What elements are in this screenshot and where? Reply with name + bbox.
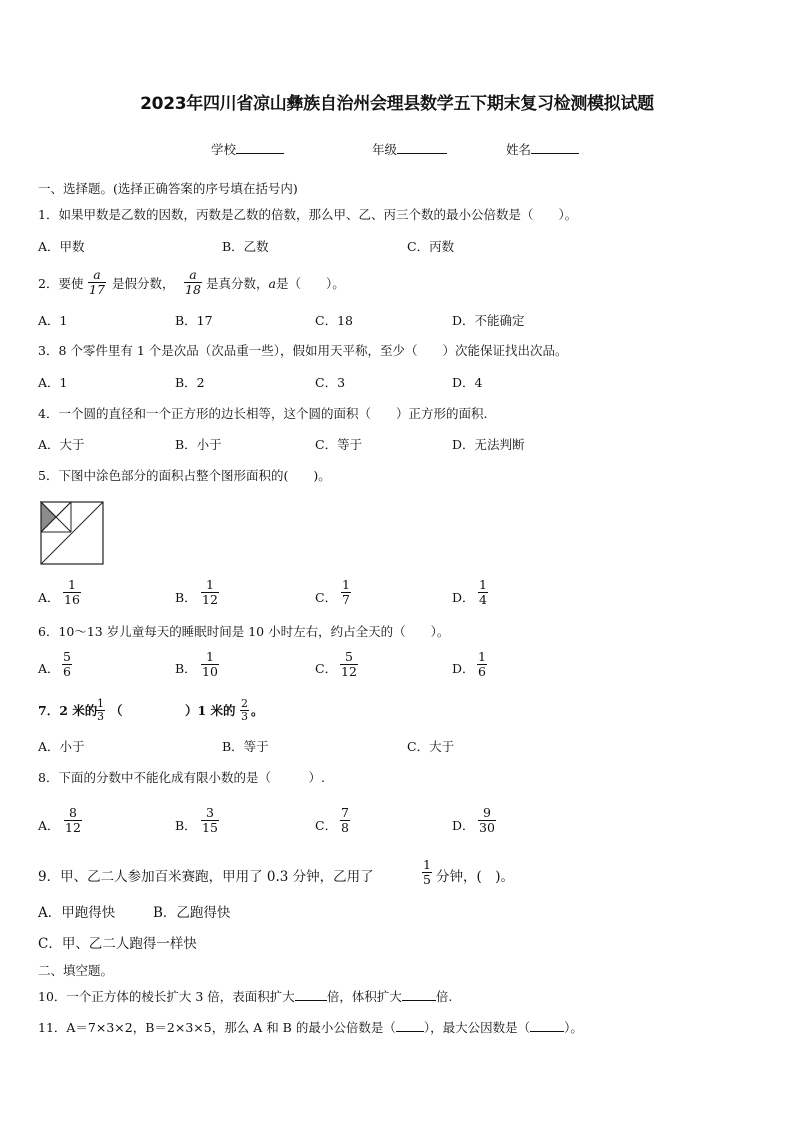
- q5-option-b-fraction[interactable]: [201, 578, 219, 607]
- q4-option-b[interactable]: B．小于: [175, 437, 222, 452]
- q8-option-c-fraction[interactable]: [340, 806, 350, 835]
- q7-option-b[interactable]: B．等于: [222, 739, 269, 754]
- q2-option-d[interactable]: D．不能确定: [452, 313, 525, 328]
- q10-text-3: 倍.: [435, 989, 453, 1004]
- q7-f1-numerator: 1: [97, 697, 104, 710]
- q5-c-numerator: 1: [342, 577, 350, 592]
- q9-option-c[interactable]: C．甲、乙二人跑得一样快: [38, 936, 197, 952]
- q5-option-c-fraction[interactable]: [341, 578, 351, 607]
- q6-d-denominator: 6: [478, 664, 486, 679]
- q10-text-2: 倍，体积扩大: [326, 989, 402, 1004]
- q11-text-2: ），最大公因数是（: [423, 1020, 531, 1035]
- q2-f1-numerator: a: [93, 267, 101, 282]
- q6-c-denominator: 12: [341, 664, 357, 679]
- question-9-stem-post: 分钟，( )。: [436, 869, 515, 885]
- school-blank[interactable]: [236, 141, 284, 154]
- grade-blank[interactable]: [397, 141, 447, 154]
- q2-post-2: 是（ ）。: [275, 276, 345, 291]
- q1-option-b[interactable]: B．乙数: [222, 239, 269, 254]
- q6-option-c-label[interactable]: C．: [315, 661, 338, 676]
- q6-b-numerator: 1: [205, 649, 214, 664]
- q5-option-a-label[interactable]: A．: [38, 590, 60, 605]
- q8-option-a-label[interactable]: A．: [38, 818, 60, 833]
- q8-a-denominator: 12: [65, 820, 81, 835]
- q2-f2-numerator: a: [189, 267, 197, 282]
- q6-option-b-fraction[interactable]: [201, 650, 219, 679]
- name-field: [506, 141, 579, 158]
- q6-d-numerator: 1: [478, 649, 486, 664]
- q8-d-numerator: 9: [482, 805, 491, 820]
- q8-option-d-label[interactable]: D．: [452, 818, 475, 833]
- grade-field: [372, 141, 447, 158]
- q8-option-c-label[interactable]: C．: [315, 818, 338, 833]
- question-7-stem-pre: 7．2 米的: [38, 703, 98, 718]
- q8-b-denominator: 15: [202, 820, 218, 835]
- q4-option-c[interactable]: C．等于: [315, 437, 363, 452]
- name-blank[interactable]: [531, 141, 579, 154]
- q3-option-c[interactable]: C．3: [315, 375, 346, 390]
- q7-f1-denominator: 3: [97, 710, 104, 723]
- q7-option-c[interactable]: C．大于: [407, 739, 455, 754]
- q10-blank-2[interactable]: [402, 988, 436, 1001]
- q3-option-b[interactable]: B．2: [175, 375, 205, 390]
- q5-d-denominator: 4: [479, 592, 487, 607]
- q9-fraction: [422, 858, 432, 887]
- q5-option-d-fraction[interactable]: [478, 578, 488, 607]
- q5-option-a-fraction[interactable]: [63, 578, 81, 607]
- q2-option-b[interactable]: B．17: [175, 313, 213, 328]
- q11-blank-2[interactable]: [530, 1019, 564, 1032]
- q4-option-d[interactable]: D．无法判断: [452, 437, 525, 452]
- q5-a-numerator: 1: [67, 577, 76, 592]
- q6-option-c-fraction[interactable]: [340, 650, 358, 679]
- q6-option-a-label[interactable]: A．: [38, 661, 60, 676]
- q1-option-c[interactable]: C．丙数: [407, 239, 455, 254]
- q2-f2-denominator: 18: [185, 282, 201, 297]
- question-4-stem: 4．一个圆的直径和一个正方形的边长相等，这个圆的面积（ ）正方形的面积.: [38, 406, 488, 421]
- q9-numerator: 1: [423, 857, 431, 872]
- q8-option-a-fraction[interactable]: [64, 806, 82, 835]
- q3-option-a[interactable]: A．1: [38, 375, 68, 390]
- q8-d-denominator: 30: [479, 820, 495, 835]
- q2-fraction-1: [88, 268, 106, 297]
- q7-option-a[interactable]: A．小于: [38, 739, 85, 754]
- q7-f2-denominator: 3: [241, 710, 248, 723]
- q3-option-d[interactable]: D．4: [452, 375, 483, 390]
- question-3-stem: 3．8 个零件里有 1 个是次品（次品重一些），假如用天平称，至少（ ）次能保证找出次品。: [38, 343, 568, 358]
- q2-post-1: 是真分数，: [206, 276, 269, 291]
- q11-blank-1[interactable]: [396, 1019, 424, 1032]
- q2-fraction-2: [184, 268, 202, 297]
- question-2-stem-post: [206, 276, 345, 292]
- q7-f2-numerator: 2: [241, 697, 248, 710]
- q6-c-numerator: 5: [344, 649, 353, 664]
- q8-a-numerator: 8: [68, 805, 77, 820]
- question-7-stem-mid: （ ）1 米的: [110, 703, 236, 718]
- q1-option-a[interactable]: A．甲数: [38, 239, 85, 254]
- q5-d-numerator: 1: [479, 577, 487, 592]
- q5-c-denominator: 7: [342, 592, 350, 607]
- q2-f1-denominator: 17: [89, 282, 105, 297]
- q5-shaded-square-figure: [40, 501, 104, 565]
- q5-option-b-label[interactable]: B．: [175, 590, 197, 605]
- q6-option-a-fraction[interactable]: [62, 650, 72, 679]
- q5-b-denominator: 12: [202, 592, 218, 607]
- question-2-stem-pre: 2．要使: [38, 276, 84, 291]
- q5-a-denominator: 16: [64, 592, 80, 607]
- q8-option-b-label[interactable]: B．: [175, 818, 197, 833]
- q2-option-a[interactable]: A．1: [38, 313, 68, 328]
- question-7-stem-post: 。: [251, 703, 264, 718]
- page-title: 2023年四川省凉山彝族自治州会理县数学五下期末复习检测模拟试题: [140, 94, 654, 114]
- question-11: [38, 1019, 583, 1036]
- name-label: 姓名: [506, 142, 532, 157]
- q8-c-numerator: 7: [341, 805, 349, 820]
- q2-variable: a: [268, 276, 276, 291]
- q6-a-numerator: 5: [63, 649, 71, 664]
- question-2-stem-mid: 是假分数，: [112, 276, 175, 291]
- q6-b-denominator: 10: [202, 664, 218, 679]
- q7-fraction-1: [96, 698, 105, 723]
- q10-text-1: 10．一个正方体的棱长扩大 3 倍，表面积扩大: [38, 989, 295, 1004]
- q6-option-d-fraction[interactable]: [477, 650, 487, 679]
- question-5-stem: 5．下图中涂色部分的面积占整个图形面积的( )。: [38, 468, 331, 483]
- q2-option-c[interactable]: C．18: [315, 313, 353, 328]
- q6-option-b-label[interactable]: B．: [175, 661, 197, 676]
- grade-label: 年级: [372, 142, 398, 157]
- question-1-stem: 1．如果甲数是乙数的因数，丙数是乙数的倍数，那么甲、乙、丙三个数的最小公倍数是（ ）。: [38, 207, 578, 222]
- q5-b-numerator: 1: [205, 577, 214, 592]
- q7-fraction-2: [240, 698, 249, 723]
- question-8-stem: 8．下面的分数中不能化成有限小数的是（ ）.: [38, 770, 325, 785]
- school-label: 学校: [211, 142, 237, 157]
- q8-b-numerator: 3: [205, 805, 214, 820]
- q9-option-b[interactable]: B．乙跑得快: [153, 905, 231, 921]
- q9-denominator: 5: [423, 872, 431, 887]
- q8-option-b-fraction[interactable]: [201, 806, 219, 835]
- q9-option-a[interactable]: A．甲跑得快: [38, 905, 116, 921]
- q10-blank-1[interactable]: [295, 988, 327, 1001]
- question-6-stem: 6．10～13 岁儿童每天的睡眠时间是 10 小时左右，约占全天的（ ）。: [38, 624, 450, 639]
- section-heading-choice: 一、选择题。(选择正确答案的序号填在括号内): [38, 181, 298, 196]
- q11-text-1: 11．A＝7×3×2，B＝2×3×5，那么 A 和 B 的最小公倍数是（: [38, 1020, 396, 1035]
- question-9-stem-pre: 9．甲、乙二人参加百米赛跑，甲用了 0.3 分钟，乙用了: [38, 869, 374, 885]
- question-10: [38, 988, 452, 1005]
- q8-option-d-fraction[interactable]: [478, 806, 496, 835]
- q6-option-d-label[interactable]: D．: [452, 661, 475, 676]
- q5-option-c-label[interactable]: C．: [315, 590, 338, 605]
- q4-option-a[interactable]: A．大于: [38, 437, 85, 452]
- q8-c-denominator: 8: [341, 820, 349, 835]
- section-heading-fill-blank: 二、填空题。: [38, 963, 114, 978]
- school-field: [211, 141, 284, 158]
- q6-a-denominator: 6: [63, 664, 71, 679]
- q11-text-3: ）。: [564, 1020, 583, 1035]
- q5-option-d-label[interactable]: D．: [452, 590, 475, 605]
